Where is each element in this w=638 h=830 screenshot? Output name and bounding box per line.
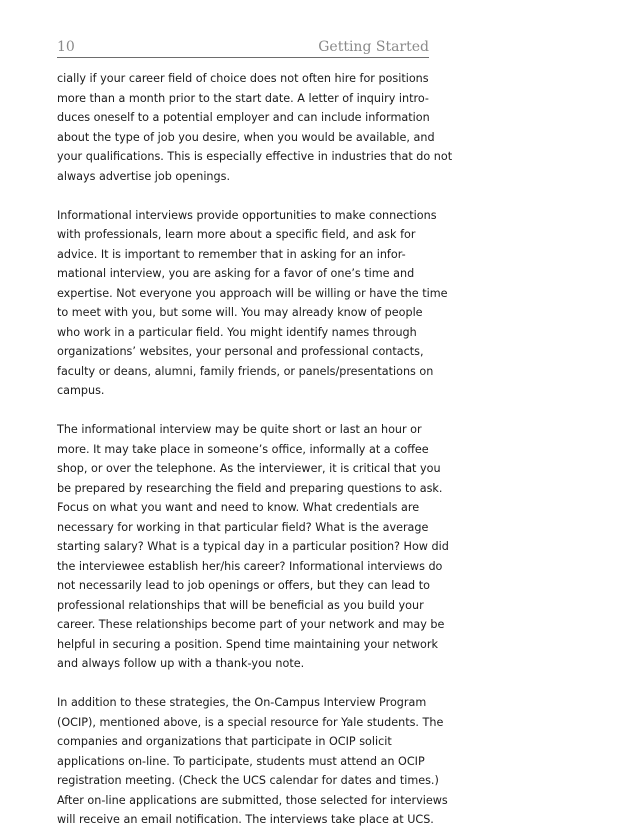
text-line: about the type of job you desire, when you would be available, and (57, 130, 435, 144)
text-line: professional relationships that will be beneficial as you build your (57, 598, 424, 612)
text-line: mational interview, you are asking for a favor of one’s time and (57, 267, 415, 280)
text-line: campus. (57, 384, 105, 397)
text-line: cially if your career field of choice does not often hire for positions (57, 72, 429, 85)
text-line: advice. It is important to remember that in asking for an infor- (57, 247, 406, 261)
paragraph-spacer (57, 401, 437, 421)
text-line: with professionals, learn more about a specific field, and ask for (57, 228, 416, 241)
text-line: In addition to these strategies, the On-Campus Interview Program (57, 696, 427, 709)
text-line: necessary for working in that particular field? What is the average (57, 520, 429, 534)
text-line: companies and organizations that participate in OCIP solicit (57, 735, 392, 748)
text-line: starting salary? What is a typical day in a particular position? How did (57, 540, 449, 553)
text-line: and always follow up with a thank-you note. (57, 657, 305, 670)
text-line: more. It may take place in someone’s office, informally at a coffee (57, 442, 429, 456)
text-line: be prepared by researching the field and preparing questions to ask. (57, 481, 443, 495)
text-line: helpful in securing a position. Spend time maintaining your network (57, 637, 438, 651)
body-text (57, 69, 453, 830)
paragraph-spacer (57, 674, 437, 694)
text-line: The informational interview may be quite short or last an hour or (57, 423, 422, 436)
text-line: more than a month prior to the start date. A letter of inquiry intro- (57, 91, 429, 105)
text-line: will receive an email notification. The interviews take place at UCS. (57, 813, 434, 826)
text-line: shop, or over the telephone. As the interviewer, it is critical that you (57, 462, 441, 475)
text-line: the interviewee establish her/his career? Informational interviews do (57, 559, 443, 573)
text-line: your qualifications. This is especially effective in industries that do not (57, 150, 453, 163)
text-line: career. These relationships become part of your network and may be (57, 618, 445, 631)
paragraph (57, 420, 449, 674)
text-line: expertise. Not everyone you approach will be willing or have the time (57, 286, 448, 300)
text-line: Focus on what you want and need to know. What credentials are (57, 501, 420, 514)
page-header (57, 37, 429, 58)
text-line: faculty or deans, alumni, family friends, or panels/presentations on (57, 364, 434, 378)
paragraph (57, 69, 453, 186)
text-line: Informational interviews provide opportunities to make connections (57, 208, 437, 222)
text-line: applications on-line. To participate, students must attend an OCIP (57, 754, 425, 768)
page-number: 10 (57, 39, 75, 55)
text-line: always advertise job openings. (57, 169, 231, 183)
text-line: registration meeting. (Check the UCS calendar for dates and times.) (57, 774, 439, 787)
paragraph-spacer (57, 186, 437, 206)
text-line: organizations’ websites, your personal and professional contacts, (57, 345, 424, 358)
paragraph (57, 693, 448, 830)
text-line: (OCIP), mentioned above, is a special resource for Yale students. The (57, 715, 444, 729)
text-line: who work in a particular field. You might identify names through (57, 325, 417, 339)
text-line: not necessarily lead to job openings or offers, but they can lead to (57, 579, 430, 592)
paragraph (57, 206, 448, 401)
text-line: duces oneself to a potential employer and can include information (57, 111, 430, 124)
text-line: to meet with you, but some will. You may already know of people (57, 306, 423, 319)
running-title: Getting Started (318, 39, 429, 55)
text-line: After on-line applications are submitted, those selected for interviews (57, 793, 448, 807)
